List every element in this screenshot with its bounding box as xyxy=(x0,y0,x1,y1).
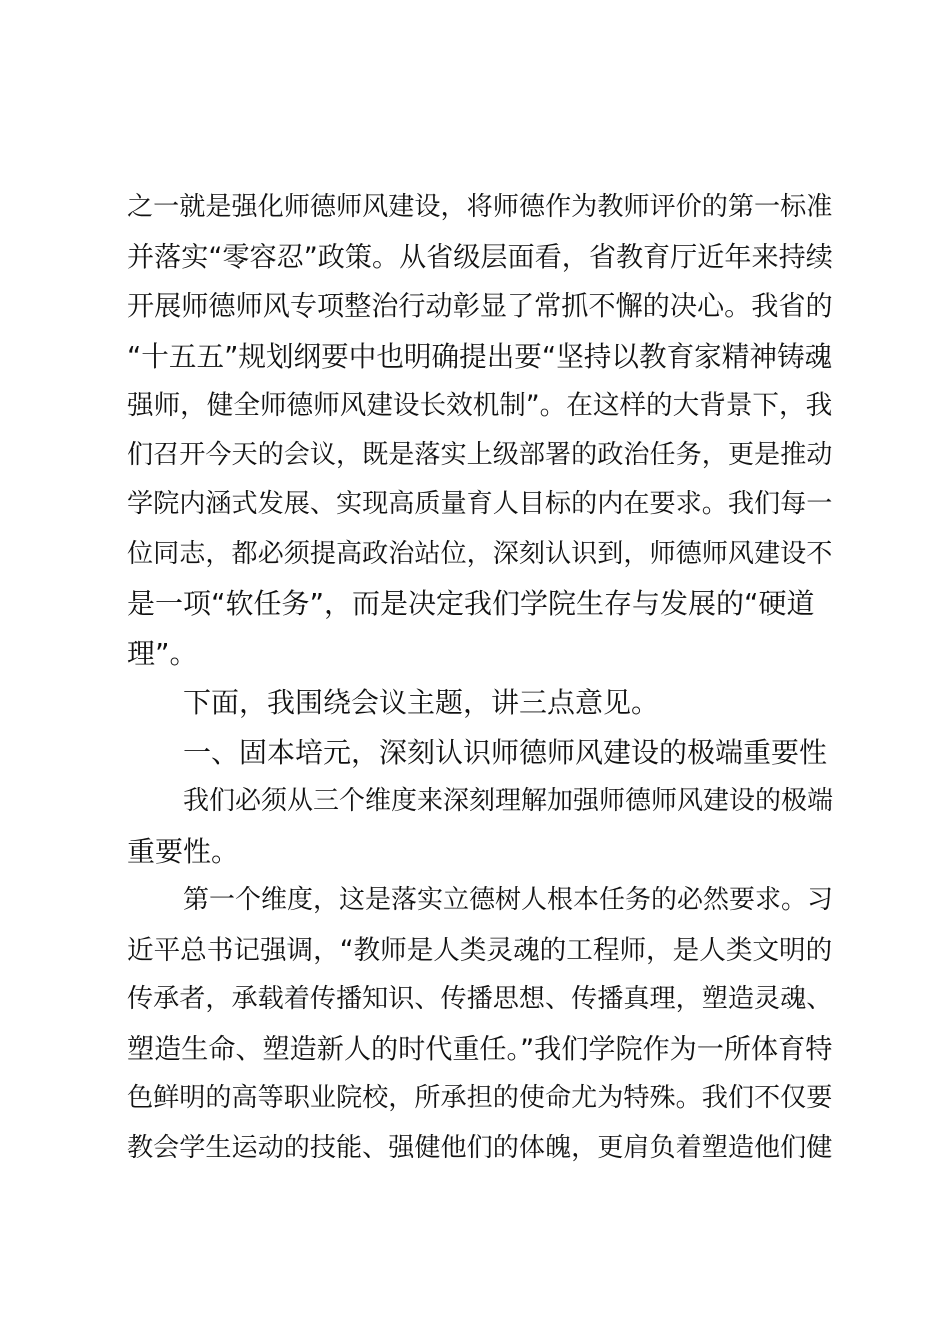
text-line: 并落实“零容忍”政策。从省级层面看，省教育厅近年来持续 xyxy=(127,241,833,273)
document-body xyxy=(127,183,833,1173)
text-line: 之一就是强化师德师风建设，将师德作为教师评价的第一标准 xyxy=(127,192,833,222)
paragraph-first-line: 我们必须从三个维度来深刻理解加强师德师风建设的极端 xyxy=(183,786,834,816)
paragraph-first-line: 第一个维度，这是落实立德树人根本任务的必然要求。习 xyxy=(183,885,834,915)
text-line: 传承者，承载着传播知识、传播思想、传播真理，塑造灵魂、 xyxy=(127,984,833,1014)
text-line: 重要性。 xyxy=(127,834,240,868)
text-line: 是一项“软任务”，而是决定我们学院生存与发展的“硬道 xyxy=(127,587,815,620)
text-line: 们召开今天的会议，既是落实上级部署的政治任务，更是推动 xyxy=(127,439,833,470)
text-line: 塑造生命、塑造新人的时代重任。”我们学院作为一所体育特 xyxy=(127,1033,833,1065)
text-line: 学院内涵式发展、实现高质量育人目标的内在要求。我们每一 xyxy=(127,489,833,519)
section-heading: 一、固本培元，深刻认识师德师风建设的极端重要性 xyxy=(183,735,828,769)
text-line: 色鲜明的高等职业院校，所承担的使命尤为特殊。我们不仅要 xyxy=(127,1083,833,1113)
text-line: 开展师德师风专项整治行动彰显了常抓不懈的决心。我省的 xyxy=(127,291,833,322)
text-line: “十五五”规划纲要中也明确提出要“坚持以教育家精神铸魂 xyxy=(127,339,833,373)
text-line: 教会学生运动的技能、强健他们的体魄，更肩负着塑造他们健 xyxy=(127,1132,833,1163)
text-line: 近平总书记强调，“教师是人类灵魂的工程师，是人类文明的 xyxy=(127,934,833,966)
text-line: 强师，健全师德师风建设长效机制”。在这样的大背景下，我 xyxy=(127,390,833,421)
text-line: 位同志，都必须提高政治站位，深刻认识到，师德师风建设不 xyxy=(127,538,833,569)
text-line: 理”。 xyxy=(127,636,198,670)
paragraph-first-line: 下面，我围绕会议主题，讲三点意见。 xyxy=(183,686,660,719)
